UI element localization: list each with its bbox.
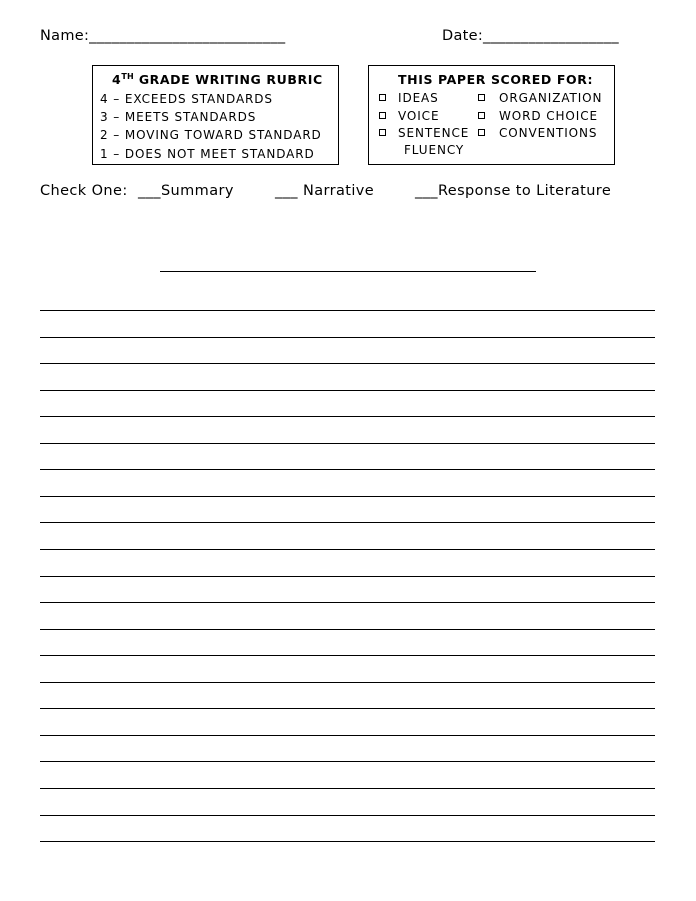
ideas-checkbox[interactable] xyxy=(379,94,386,101)
writing-line[interactable] xyxy=(40,629,655,630)
conventions-label: CONVENTIONS xyxy=(499,126,598,140)
sentence-fluency-checkbox[interactable] xyxy=(379,129,386,136)
writing-line[interactable] xyxy=(40,363,655,364)
response-to-literature-option[interactable]: ___Response to Literature xyxy=(415,183,612,199)
writing-line[interactable] xyxy=(40,310,655,311)
organization-label: ORGANIZATION xyxy=(499,91,603,105)
writing-line[interactable] xyxy=(40,337,655,338)
rubric-item-1: 1 – DOES NOT MEET STANDARD xyxy=(100,147,315,161)
rubric-item-2: 2 – MOVING TOWARD STANDARD xyxy=(100,128,322,142)
scoring-box xyxy=(368,65,615,165)
fluency-label: FLUENCY xyxy=(404,143,465,157)
scoring-title: THIS PAPER SCORED FOR: xyxy=(398,72,594,87)
writing-line[interactable] xyxy=(40,416,655,417)
ideas-label: IDEAS xyxy=(398,91,439,105)
writing-line[interactable] xyxy=(40,443,655,444)
rubric-item-3: 3 – MEETS STANDARDS xyxy=(100,110,257,124)
writing-line[interactable] xyxy=(40,655,655,656)
writing-line[interactable] xyxy=(40,815,655,816)
writing-line[interactable] xyxy=(40,522,655,523)
date-field[interactable] xyxy=(442,28,619,44)
writing-line[interactable] xyxy=(40,761,655,762)
name-label: Name: xyxy=(40,28,90,44)
voice-checkbox[interactable] xyxy=(379,112,386,119)
rubric-title-number: 4 xyxy=(112,72,122,87)
rubric-item-4: 4 – EXCEEDS STANDARDS xyxy=(100,92,273,106)
organization-checkbox[interactable] xyxy=(478,94,485,101)
rubric-title-suffix: TH xyxy=(121,72,134,81)
writing-line[interactable] xyxy=(40,682,655,683)
check-one-label: Check One: xyxy=(40,183,128,199)
writing-line[interactable] xyxy=(40,602,655,603)
word-choice-checkbox[interactable] xyxy=(478,112,485,119)
rubric-title xyxy=(112,72,323,87)
writing-line[interactable] xyxy=(40,390,655,391)
rubric-box xyxy=(92,65,339,165)
writing-line[interactable] xyxy=(40,841,655,842)
date-label: Date: xyxy=(442,28,484,44)
writing-line[interactable] xyxy=(40,735,655,736)
rubric-title-text: GRADE WRITING RUBRIC xyxy=(133,72,323,87)
sentence-label: SENTENCE xyxy=(398,126,470,140)
writing-line[interactable] xyxy=(40,469,655,470)
name-field[interactable] xyxy=(40,28,285,44)
word-choice-label: WORD CHOICE xyxy=(499,109,598,123)
name-blank[interactable]: __________________________ xyxy=(89,28,286,44)
narrative-option[interactable]: ___ Narrative xyxy=(275,183,375,199)
summary-option[interactable]: ___Summary xyxy=(138,183,234,199)
conventions-checkbox[interactable] xyxy=(478,129,485,136)
voice-label: VOICE xyxy=(398,109,440,123)
writing-line[interactable] xyxy=(40,496,655,497)
writing-line[interactable] xyxy=(40,788,655,789)
writing-line[interactable] xyxy=(40,708,655,709)
writing-line[interactable] xyxy=(40,549,655,550)
writing-line[interactable] xyxy=(40,576,655,577)
title-line[interactable] xyxy=(160,271,536,272)
date-blank[interactable]: __________________ xyxy=(483,28,619,44)
